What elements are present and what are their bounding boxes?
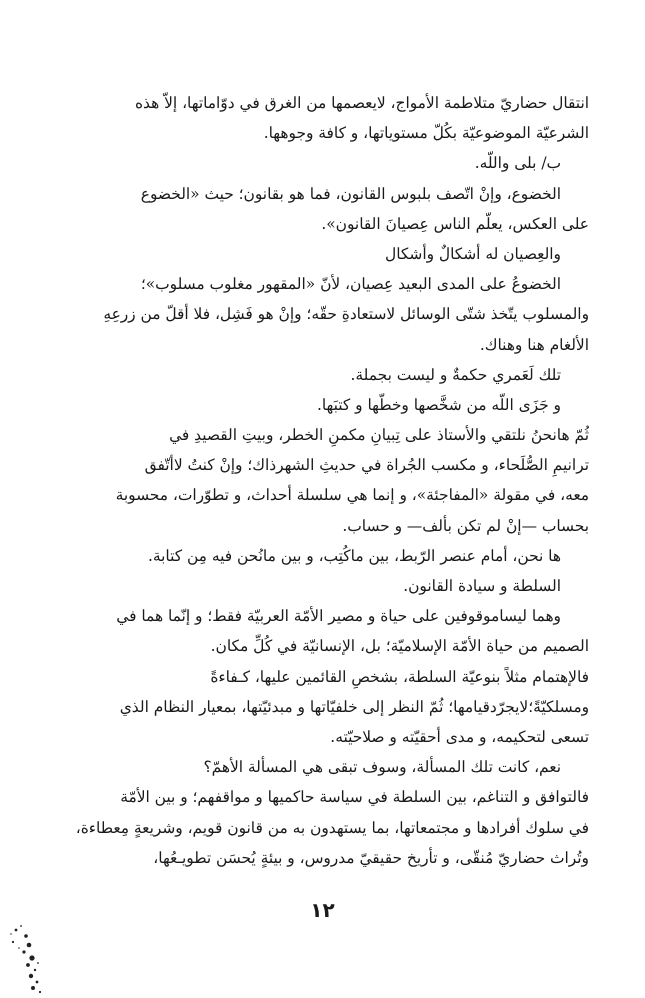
- text-line: والعِصيان له أشكالٌ وأشكال: [385, 244, 561, 263]
- text-line: تسعى لتحكيمه، و مدى أحقيّته و صلاحيّته.: [330, 727, 589, 746]
- text-line: ها نحن، أمام عنصر الرّبط، بين ماكُتِب، و بين مانُحن فيه مِن كتابة.: [147, 546, 561, 565]
- scan-noise-speckles: [2, 918, 62, 998]
- text-line: على العكس، يعلّم الناس عِصيانَ القانون».: [321, 214, 589, 233]
- text-line: ومسلكيّةً؛لايجرّدقيامها؛ ثُمّ النظر إلى خلفيّاتها و مبدئيّتها، بمعيار النظام الذي: [119, 697, 589, 716]
- text-line: بحساب —إنْ لم تكن بألف— و حساب.: [342, 516, 589, 535]
- text-line: الألغام هنا وهناك.: [479, 335, 589, 354]
- text-line: ثُمّ هانحنُ نلتقي والأستاذ على تِبيانِ مكمنِ الخطر، وبيتِ القصيدِ في: [169, 426, 589, 445]
- text-line: الخضوعُ على المدى البعيد عِصيان، لأنّ «المقهور مغلوب مسلوب»؛: [140, 275, 561, 294]
- text-line: نعم، كانت تلك المسألة، وسوف تبقى هي المسألة الأهمّ؟: [203, 758, 561, 777]
- text-line: وتُراث حضاريّ مُنقّى، و تأريخ حقيقيّ مدروس، و بيئةٍ يُحسَن تطويـعُها،: [153, 848, 589, 867]
- text-line: فالتوافق و التناغم، بين السلطة في سياسة حاكميها و مواقفهم؛ و بين الأمّة: [120, 788, 589, 807]
- body-text: [41, 88, 589, 873]
- text-line: الخضوع، وإنْ اتّصف بلبوس القانون، فما هو بقانون؛ حيث «الخضوع: [140, 184, 561, 203]
- text-line: معه، في مقولة «المفاجئة»، و إنما هي سلسلة أحداث، و تطوّرات، محسوبة: [115, 486, 589, 505]
- text-line: و جَزَى اللّه من شخَّصها وخطّها و كتبَها.: [316, 395, 561, 414]
- page-number: ١٢: [310, 898, 335, 922]
- text-line: والمسلوب يتّخذ شتّى الوسائل لاستعادةِ حقّه؛ وإنْ هو فَشِل، فلا أقلّ من زرعِهِ: [103, 305, 589, 324]
- text-line: ب/ بلى واللّه.: [474, 154, 561, 173]
- text-line: في سلوك أفرادها و مجتمعاتها، بما يستهدون به من قانون قويم، وشريعةٍ مِعطاءة،: [75, 818, 589, 837]
- text-line: انتقال حضاريّ متلاطمة الأمواج، لايعصمها من الغرق في دوّاماتها، إلاّ هذه: [134, 94, 589, 112]
- text-line: تلك لَعَمري حكمةٌ و ليست بجملة.: [350, 365, 561, 384]
- text-line: فالإهتمام مثلاً بنوعيّة السلطة، بشخصِ القائمين عليها، كـفاءةً: [210, 667, 589, 686]
- text-line: الشرعيّة الموضوعيّة بكُلّ مستوياتها، و كافة وجوهها.: [263, 124, 589, 143]
- text-line: الصميم من حياة الأمّة الإسلاميّة؛ بل، الإنسانيّة في كُلِّ مكان.: [210, 637, 589, 656]
- text-line: وهما ليساموقوفين على حياة و مصير الأمّة العربيّة فقط؛ و إنّما هما في: [116, 607, 561, 626]
- text-line: ترانيمِ الصُّلَحاء، و مكسب الجُراة في حديثِ الشهرذاك؛ وإنْ كنتُ لاأتّفق: [144, 456, 589, 475]
- text-line: السلطة و سيادة القانون.: [403, 577, 561, 595]
